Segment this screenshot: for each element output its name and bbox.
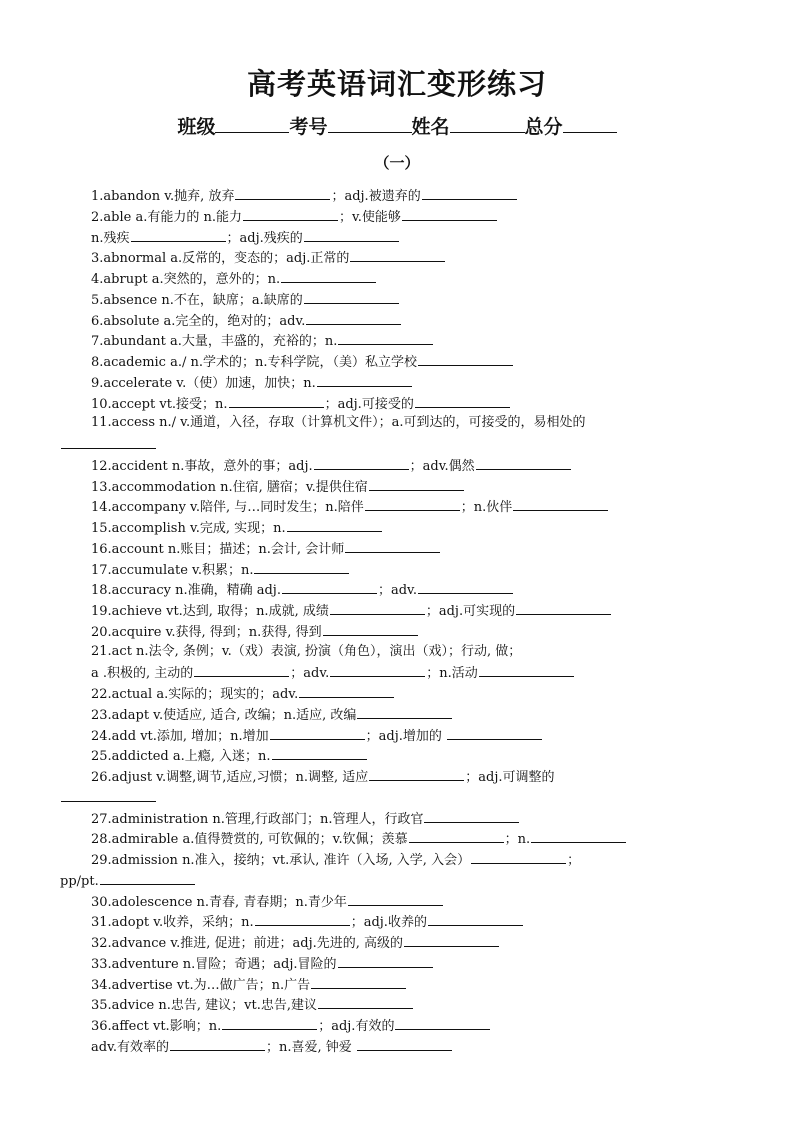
answer-blank[interactable] [304,289,399,304]
exercise-text: 10.accept vt.接受；n. [91,396,228,412]
exercise-line [60,206,720,227]
answer-blank[interactable] [311,974,406,989]
answer-blank[interactable] [243,206,338,221]
exercise-line [60,1015,720,1036]
exercise-line [60,787,720,808]
answer-blank[interactable] [404,932,499,947]
exercise-line [60,434,720,455]
name-label: 姓名 [411,116,450,138]
exercise-text: ；n.伙伴 [460,500,513,516]
exercise-line [60,662,720,683]
answer-blank[interactable] [409,828,504,843]
answer-blank[interactable] [422,185,517,200]
class-label: 班级 [177,116,216,138]
class-blank[interactable] [215,114,289,133]
exercise-text: 20.acquire v.获得, 得到；n.获得, 得到 [91,624,322,640]
exercise-line [60,828,720,849]
exercise-line [60,932,720,953]
exercise-text: 31.adopt v.收养，采纳；n. [91,915,254,931]
exercise-text: 30.adolescence n.青春, 青春期；n.青少年 [91,894,347,910]
exercise-line [60,911,720,932]
answer-blank[interactable] [338,330,433,345]
answer-blank[interactable] [235,185,330,200]
exercise-text: 4.abrupt a.突然的，意外的；n. [91,272,281,287]
answer-blank[interactable] [513,496,608,511]
exercise-line [60,538,720,559]
answer-blank[interactable] [131,227,226,242]
exercise-line [60,268,720,289]
exercise-text: 18.accuracy n.准确，精确 adj. [91,583,281,599]
exercise-text: 16.account n.账目；描述；n.会计, 会计师 [91,541,345,557]
answer-blank[interactable] [428,911,523,926]
answer-blank[interactable] [170,1036,265,1051]
answer-blank[interactable] [516,600,611,615]
exercise-line [60,725,720,746]
exercise-line [60,766,720,787]
answer-blank[interactable] [317,372,412,387]
answer-blank[interactable] [304,227,399,242]
exercise-line [60,621,720,642]
exam-number-blank[interactable] [328,114,412,133]
answer-blank[interactable] [272,745,367,760]
answer-blank[interactable] [299,683,394,698]
answer-blank[interactable] [531,828,626,843]
exercise-line [60,517,720,538]
exercise-line [60,642,720,663]
exercise-line [60,870,720,891]
exercise-line [60,227,720,248]
answer-blank[interactable] [314,455,409,470]
exercise-line [60,330,720,351]
exercise-text: 5.absence n.不在，缺席；a.缺席的 [91,292,303,308]
answer-blank[interactable] [402,206,497,221]
exercise-text: 23.adapt v.使适应, 适合, 改编；n.适应, 改编 [91,707,357,723]
answer-blank[interactable] [476,455,571,470]
exercise-line [60,476,720,497]
exercise-line [60,247,720,268]
exercise-text: 19.achieve vt.达到, 取得；n.成就, 成绩 [91,604,329,619]
exercise-line [60,579,720,600]
exercise-text: 15.accomplish v.完成, 实现；n. [91,521,286,536]
exercise-line [60,808,720,829]
answer-blank[interactable] [194,662,289,677]
score-blank[interactable] [563,114,617,133]
answer-blank[interactable] [287,517,382,532]
answer-blank[interactable] [415,393,510,408]
exercise-text: ；adj.收养的 [350,915,427,931]
exercise-text: 7.abundant a.大量，丰盛的，充裕的；n. [91,334,338,350]
exercise-text: 27.administration n.管理,行政部门；n.管理人，行政官 [91,811,424,827]
exercise-text: 1.abandon v.抛弃, 放弃 [91,189,235,204]
exercise-text: 14.accompany v.陪伴, 与…同时发生；n.陪伴 [91,500,364,516]
exercise-text: 24.add vt.添加, 增加；n.增加 [91,728,269,744]
section-heading: （一） [374,154,420,172]
exercise-line [60,994,720,1015]
answer-blank[interactable] [369,476,464,491]
exercise-line [60,745,720,766]
exercise-line [60,496,720,517]
exercise-line [60,413,720,434]
answer-blank[interactable] [479,662,574,677]
exercise-line [60,289,720,310]
answer-blank[interactable] [345,538,440,553]
exercise-text: 26.adjust v.调整,调节,适应,习惯；n.调整, 适应 [91,770,369,785]
exercise-text: ；adj.残疾的 [226,230,303,246]
exercise-text: 22.actual a.实际的；现实的；adv. [91,687,299,702]
exercise-text: 3.abnormal a.反常的，变态的；adj.正常的 [91,251,350,267]
exercise-text: ；n.活动 [426,666,478,682]
answer-blank[interactable] [323,621,418,636]
answer-blank[interactable] [365,496,460,511]
answer-blank[interactable] [318,994,413,1009]
exercise-text: 13.accommodation n.住宿, 膳宿；v.提供住宿 [91,479,368,495]
exercise-text: 21.act n.法令, 条例；v.（戏）表演, 扮演（角色），演出（戏）；行动, 做； [91,643,522,659]
exercise-text: ；adv. [290,666,330,682]
answer-blank[interactable] [471,849,566,864]
exercise-text: n.残疾 [91,230,130,246]
exercise-text: 11.access n./ v.通道，入径，存取（计算机文件）；a.可到达的，可接受的，易相处的 [91,415,586,431]
answer-blank[interactable] [447,725,542,740]
exercise-text: ；adj.可接受的 [324,396,414,412]
answer-blank[interactable] [254,559,349,574]
answer-blank[interactable] [418,351,513,366]
answer-blank[interactable] [357,704,452,719]
answer-blank[interactable] [61,434,156,449]
exercise-text: a .积极的, 主动的 [91,666,194,682]
answer-blank[interactable] [418,579,513,594]
exercise-text: 33.adventure n.冒险；奇遇；adj.冒险的 [91,956,337,972]
exercise-text: ； [567,853,581,868]
exercise-text: pp/pt. [60,873,99,889]
exercise-line [60,559,720,580]
answer-blank[interactable] [61,787,156,802]
answer-blank[interactable] [270,725,365,740]
answer-blank[interactable] [395,1015,490,1030]
exercise-text: 29.admission n.准入，接纳；vt.承认, 准许（入场, 入学, 入会） [91,853,471,868]
answer-blank[interactable] [306,310,401,325]
exercise-text: ；adj.可实现的 [425,604,516,619]
exercise-text: 6.absolute a.完全的，绝对的；adv. [91,313,306,329]
exercise-text: ；adj.有效的 [318,1019,395,1034]
exercise-text: 36.affect vt.影响；n. [91,1019,222,1034]
answer-blank[interactable] [369,766,464,781]
exercise-text: 25.addicted a.上瘾, 入迷；n. [91,749,271,765]
name-blank[interactable] [450,114,525,133]
exercise-line [60,704,720,725]
worksheet-title: 高考英语词汇变形练习 [246,67,547,101]
exercise-text: 9.accelerate v.（使）加速，加快；n. [91,375,316,391]
exercise-line [60,891,720,912]
exercise-line [60,600,720,621]
exercise-text: 32.advance v.推进, 促进；前进；adj.先进的, 高级的 [91,936,404,951]
exercise-line [60,849,720,870]
exercise-line [60,1036,720,1057]
exercise-text: ；adj.可调整的 [465,770,555,785]
exercise-text: adv.有效率的 [91,1039,170,1055]
exercise-line [60,455,720,476]
exercise-line [60,953,720,974]
exercise-text: 12.accident n.事故，意外的事；adj. [91,458,313,474]
answer-blank[interactable] [350,247,445,262]
exercise-text: 34.advertise vt.为…做广告；n.广告 [91,977,311,993]
answer-blank[interactable] [338,953,433,968]
answer-blank[interactable] [357,1036,452,1051]
answer-blank[interactable] [424,808,519,823]
exercise-text: ；adv. [377,583,417,599]
answer-blank[interactable] [281,268,376,283]
exercise-line [60,351,720,372]
exercise-text: ；adj.增加的 [365,728,447,744]
exercise-line [60,185,720,206]
exercise-text: ；adj.被遗弃的 [331,189,421,204]
exercise-text: ；n.喜爱, 钟爱 [266,1039,356,1055]
exercise-text: 8.academic a./ n.学术的；n.专科学院，（美）私立学校 [91,355,418,370]
answer-blank[interactable] [282,579,377,594]
exercise-text: ；v.使能够 [338,209,401,225]
exam-number-label: 考号 [289,116,328,138]
exercise-line [60,310,720,331]
answer-blank[interactable] [255,911,350,926]
exercise-line [60,372,720,393]
answer-blank[interactable] [330,662,425,677]
exercise-line [60,974,720,995]
score-label: 总分 [524,116,563,138]
exercise-text: ；n. [504,832,531,848]
answer-blank[interactable] [348,891,443,906]
answer-blank[interactable] [330,600,425,615]
exercise-text: 2.able a.有能力的 n.能力 [91,209,242,225]
exercise-text: 17.accumulate v.积累；n. [91,562,254,578]
exercise-list [60,185,720,1057]
answer-blank[interactable] [222,1015,317,1030]
exercise-line [60,683,720,704]
answer-blank[interactable] [100,870,195,885]
answer-blank[interactable] [229,393,324,408]
exercise-line [60,393,720,414]
exercise-text: ；adv.偶然 [409,458,475,474]
exercise-text: 28.admirable a.值得赞赏的, 可钦佩的；v.钦佩；羡慕 [91,832,408,848]
exercise-text: 35.advice n.忠告, 建议；vt.忠告,建议 [91,998,317,1014]
student-info-line [0,112,794,139]
